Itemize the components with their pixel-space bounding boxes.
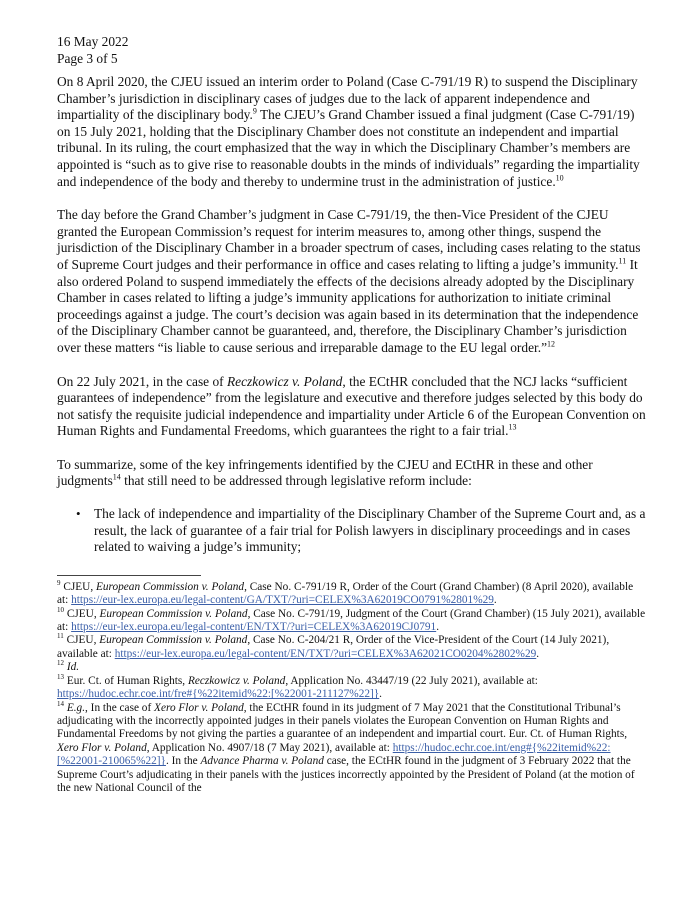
bullet-icon: • <box>76 506 81 522</box>
paragraph-text: It also ordered Poland to suspend immediately the effects of the decisions already adopted by the Disciplinary Chamber in cases related to lifting a judge’s immunity applications for authorization to initiate criminal proceedings against a judge. The court’s decision was again based in its determination that the independence of the Disciplinary Chamber cannot be guaranteed, and, therefore, the Disciplinary Chamber’s jurisdiction over these matters “is liable to cause serious and irreparable damage to the EU legal order.” <box>57 256 639 355</box>
footnote-number: 12 <box>57 659 64 668</box>
paragraph-text: The day before the Grand Chamber’s judgment in Case C-791/19, the then-Vice President of the CJEU granted the European Commission’s request for interim measures to, among other things, suspend the jurisdiction of the Disciplinary Chamber in a broader spectrum of cases, including cases relating to the status of Supreme Court judges and their performance in office and cases relating to lifting a judge’s immunity. <box>57 207 641 272</box>
footnote-ref-9[interactable]: 9 <box>252 106 257 116</box>
footnote-text: . <box>379 688 382 701</box>
header-page-number: Page 3 of 5 <box>57 50 118 66</box>
case-name: Xero Flor v. Poland <box>154 701 244 714</box>
footnote-link[interactable]: https://hudoc.echr.coe.int/eng#{%22itemid%22:[%22001-210065%22]} <box>57 741 611 768</box>
case-name: Advance Pharma v. Poland <box>200 755 324 768</box>
list-item <box>57 506 647 556</box>
footnote-13 <box>57 672 647 702</box>
footnote-text: CJEU, <box>64 607 100 620</box>
footnote-text: Eur. Ct. of Human Rights, <box>64 674 188 687</box>
paragraph-reczkowicz <box>57 374 647 440</box>
footnote-number: 13 <box>57 672 64 681</box>
footnote-14 <box>57 699 647 796</box>
footnote-ref-11[interactable]: 11 <box>618 256 627 266</box>
footnote-text: CJEU, <box>63 634 100 647</box>
footnote-ref-10[interactable]: 10 <box>555 173 564 183</box>
footnote-ref-14[interactable]: 14 <box>112 473 121 482</box>
footnote-11 <box>57 634 647 661</box>
paragraph-text: On 8 April 2020, the CJEU issued an interim order to Poland (Case C-791/19 R) to suspend the Disciplinary Chamber’s jurisdiction in disciplinary cases of judges due to the lack of apparent independence and impartiality of the disciplinary body. <box>57 74 638 123</box>
paragraph-text: , the ECtHR concluded that the NCJ lacks “sufficient guarantees of independence” from the legislature and executive and therefore judges selected by this body do not satisfy the requisite judicial independence and impartiality under Article 6 of the European Convention on Human Rights and Fundamental Freedoms, which guarantees the right to a fair trial. <box>57 373 646 439</box>
footnote-link[interactable]: https://eur-lex.europa.eu/legal-content/EN/TXT/?uri=CELEX%3A62021CO0204%2802%29 <box>114 647 537 660</box>
footnote-text: , the ECtHR found in its judgment of 7 May 2021 that the Constitutional Tribunal’s adjudicating with the incorrectly appointed judges in their panels violates the European Convention on Human Rights and Fundamental Freedoms by not giving the parties a guarantee of an independent and impartial court. Eur. Ct. of Human Rights, <box>57 701 628 741</box>
footnote-text: , In the case of <box>85 701 155 714</box>
case-name: European Commission v. Poland <box>95 580 245 593</box>
case-name: European Commission v. Poland <box>99 607 248 620</box>
footnote-text: . <box>536 647 540 660</box>
footnote-12 <box>57 661 647 674</box>
footnote-10 <box>57 605 647 635</box>
footnote-number: 9 <box>57 579 61 588</box>
footnote-number: 14 <box>57 699 64 708</box>
paragraph-text: that still need to be addressed through legislative reform include: <box>120 473 472 489</box>
footnote-separator <box>57 575 201 576</box>
footnote-text: . <box>436 621 440 634</box>
footnote-9 <box>57 581 647 608</box>
paragraph-text: The CJEU’s Grand Chamber issued a final judgment (Case C-791/19) on 15 July 2021, holding that the Disciplinary Chamber does not constitute an independent and impartial tribunal. In its ruling, the court emphasized that the way in which the Disciplinary Chamber’s members are appointed is “such as to give rise to reasonable doubts in the minds of individuals” regarding the impartiality and independence of the body and thereby to undermine trust in the administration of justice. <box>57 107 640 189</box>
footnote-ref-12[interactable]: 12 <box>547 339 556 349</box>
footnote-link[interactable]: https://eur-lex.europa.eu/legal-content/EN/TXT/?uri=CELEX%3A62019CJ0791 <box>71 621 437 634</box>
footnote-link[interactable]: https://hudoc.echr.coe.int/fre#{%22itemid%22:[%22001-211127%22]} <box>57 688 380 701</box>
case-name: Id. <box>66 661 80 674</box>
footnote-ref-13[interactable]: 13 <box>508 422 517 432</box>
paragraph-summary <box>57 457 647 490</box>
paragraph-vice-president-order <box>57 207 647 356</box>
footnote-text: . <box>493 594 497 607</box>
footnote-number: 11 <box>57 632 64 641</box>
footnote-text: , Case No. C-791/19 R, Order of the Court (Grand Chamber) (8 April 2020), available at: <box>57 580 634 607</box>
footnote-text: case, the ECtHR found in the judgment of 3 February 2022 that the Supreme Court’s adjudicating in their panels with the justices incorrectly appointed by the President of Poland (at the motion of the new National Council of the <box>57 755 635 794</box>
case-name: Reczkowicz v. Poland <box>226 373 343 389</box>
footnote-text: , Case No. C-204/21 R, Order of the Vice-President of the Court (14 July 2021), available at: <box>57 634 610 660</box>
footnote-abbrev: E.g. <box>66 701 86 714</box>
footnote-text: , Application No. 43447/19 (22 July 2021), available at: <box>285 674 538 687</box>
case-name: European Commission v. Poland <box>99 634 248 647</box>
paragraph-text: To summarize, some of the key infringements identified by the CJEU and ECtHR in these and other judgments <box>57 456 593 489</box>
header-date: 16 May 2022 <box>57 34 129 49</box>
footnote-text: CJEU, <box>60 580 96 593</box>
infringements-list <box>57 506 647 556</box>
paragraph-cjeu-interim-order <box>57 74 647 190</box>
case-name: Xero Flor v. Poland <box>57 741 147 754</box>
footnote-text: . In the <box>165 755 201 768</box>
footnote-number: 10 <box>57 605 64 614</box>
case-name: Reczkowicz v. Poland <box>187 674 286 687</box>
document-page <box>57 34 647 795</box>
list-item-text: The lack of independence and impartiality of the Disciplinary Chamber of the Supreme Court and, as a result, the lack of guarantee of a fair trial for Polish lawyers in disciplinary proceedings and in cases related to waiving a judge’s immunity; <box>94 506 646 555</box>
footnote-text: , Application No. 4907/18 (7 May 2021), available at: <box>146 741 393 754</box>
footnote-text: , Case No. C-791/19, Judgment of the Court (Grand Chamber) (15 July 2021), available at: <box>57 607 646 634</box>
paragraph-text: On 22 July 2021, in the case of <box>57 373 227 389</box>
footnote-link[interactable]: https://eur-lex.europa.eu/legal-content/GA/TXT/?uri=CELEX%3A62019CO0791%2801%29 <box>71 594 494 607</box>
